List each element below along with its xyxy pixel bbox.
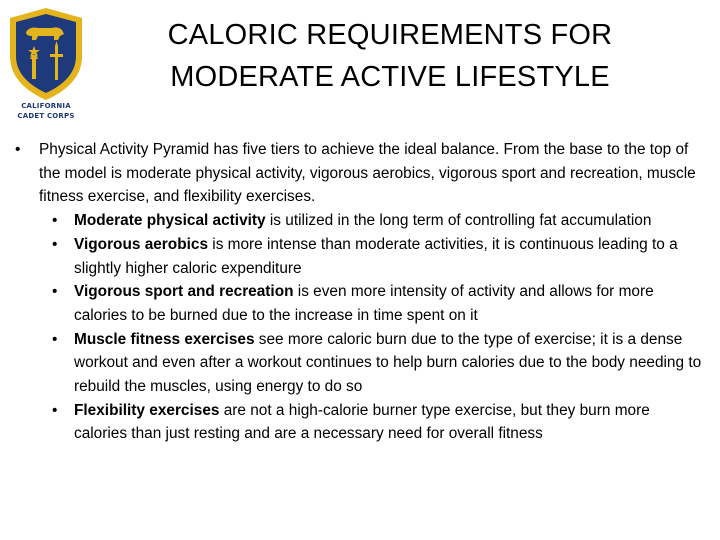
shield-crest-icon [6,6,86,102]
sub-bullet-text: see more caloric burn due to the type of exercise; it is a dense workout and even after a workout continues to help burn calories due to the body needing to rebuild the muscles, using energy to do so [74,330,702,396]
bullet-dot: • [52,283,58,301]
logo-line-2: CADET CORPS [17,112,75,120]
sub-bullet-text: is even more intensity of activity and allows for more calories to be burned due to the increase in time spent on it [74,283,654,324]
cadet-corps-logo [6,6,82,118]
bullet-dot: • [15,141,21,158]
main-bullet-text: Physical Activity Pyramid has five tiers to achieve the ideal balance. From the base to the top of the model is moderate physical activity, vigorous aerobics, vigorous sport and recreation, muscle fitness exercise, and flexibility exercises. [39,141,696,206]
bullet-dot: • [52,401,58,419]
sub-bullet-term: Muscle fitness exercises [74,330,255,348]
sub-bullet-text: is more intense than moderate activities, it is continuous leading to a slightly higher caloric expenditure [74,235,678,277]
bullet-dot: • [52,212,58,230]
sub-bullet-term: Moderate physical activity [74,212,266,230]
sub-bullet [52,233,705,280]
bullet-dot: • [52,235,58,253]
slide-title [140,14,640,98]
sub-bullet [52,209,705,233]
bullet-dot: • [52,330,58,348]
sub-bullet [52,280,705,327]
sub-bullet-list [52,209,705,446]
sub-bullet-term: Flexibility exercises [74,401,220,419]
sub-bullet-text: are not a high-calorie burner type exercise, but they burn more calories than just resting and are a necessary need for overall fitness [74,401,650,443]
sub-bullet-text: is utilized in the long term of controlling fat accumulation [265,212,652,230]
sub-bullet-term: Vigorous aerobics [74,235,208,253]
sub-bullet-term: Vigorous sport and recreation [74,283,294,301]
slide-body [15,138,705,446]
main-bullet [15,138,705,209]
title-line-2: MODERATE ACTIVE LIFESTYLE [170,61,610,93]
sub-bullet [52,399,705,446]
logo-line-1: CALIFORNIA [21,102,71,110]
title-line-1: CALORIC REQUIREMENTS FOR [167,19,613,51]
sub-bullet [52,328,705,399]
